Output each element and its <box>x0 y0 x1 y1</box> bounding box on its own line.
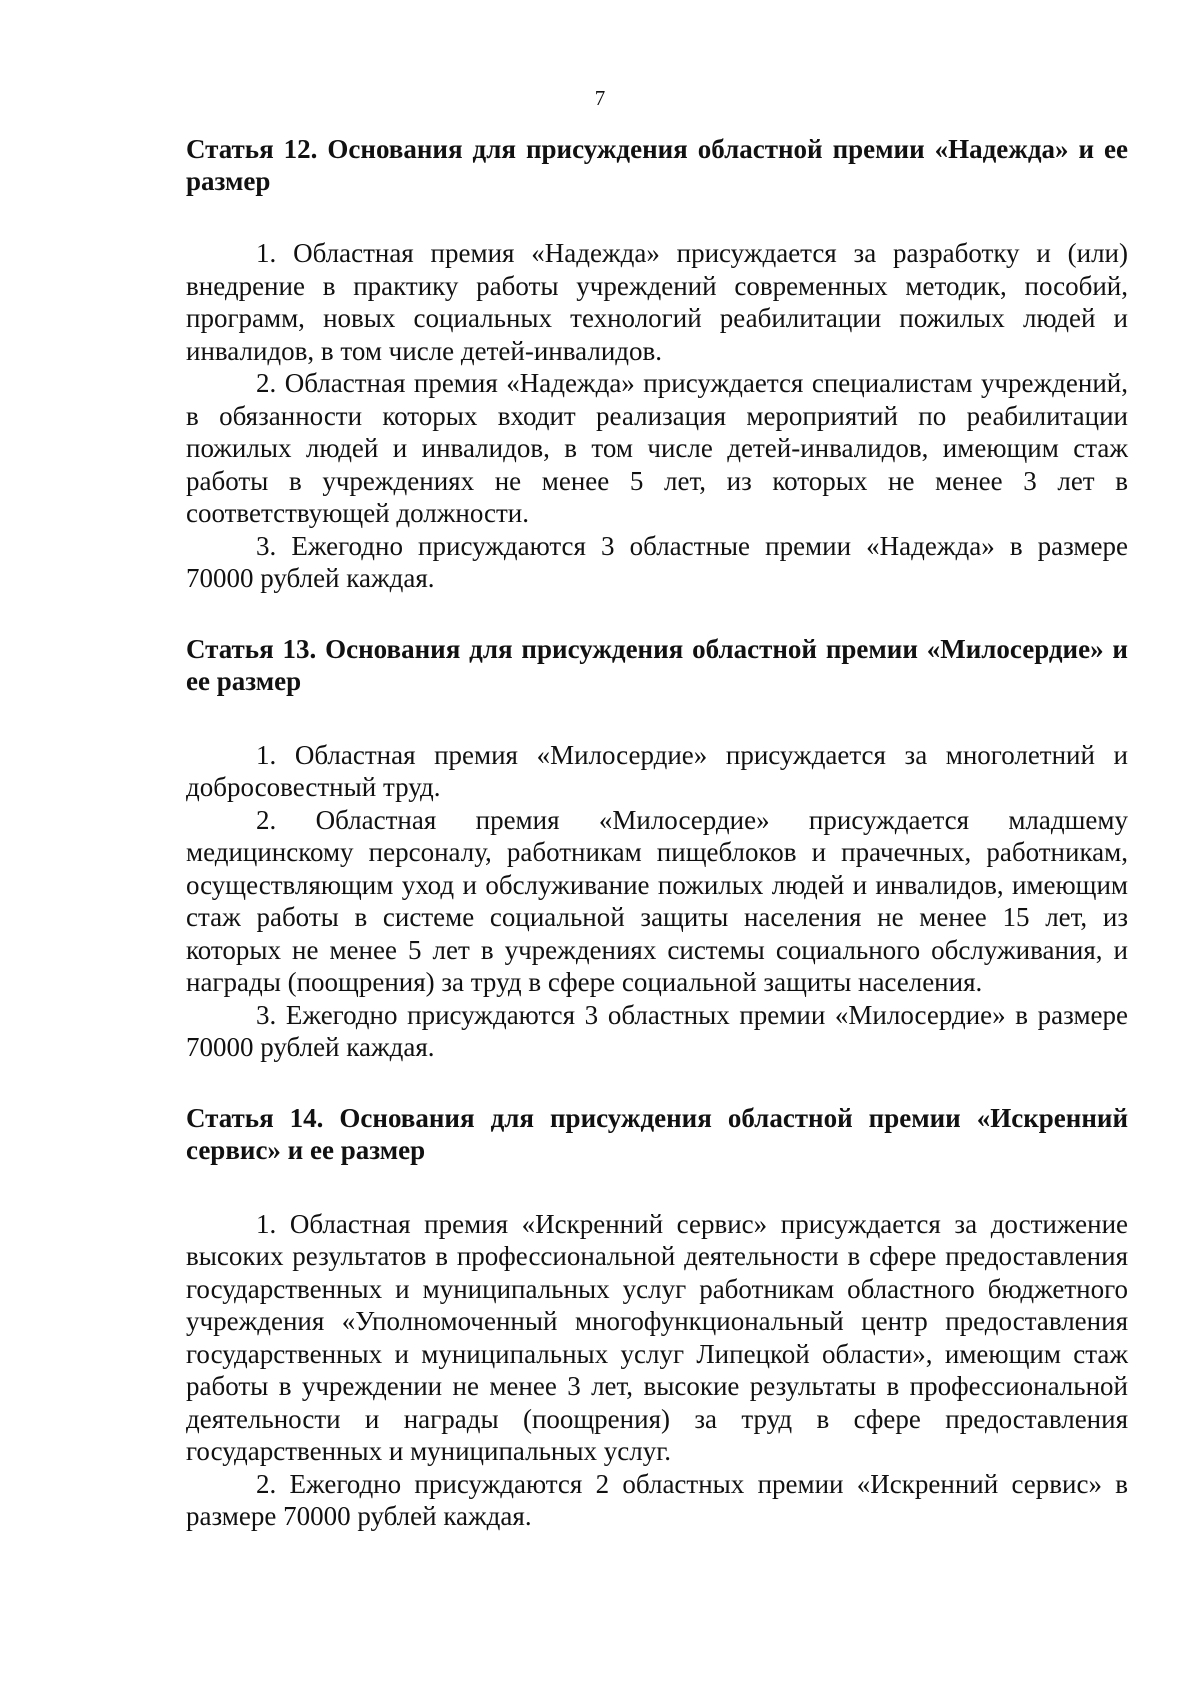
article-14-title: Статья 14. Основания для присуждения областной премии «Искренний сервис» и ее размер <box>186 1102 1128 1165</box>
article-12-paragraphs <box>186 237 1128 595</box>
article-12-title: Статья 12. Основания для присуждения областной премии «Надежда» и ее размер <box>186 134 1128 196</box>
article-12 <box>186 133 1128 595</box>
article-12-paragraph-1: 1. Областная премия «Надежда» присуждается за разработку и (или) внедрение в практику работы учреждений современных методик, пособий, программ, новых социальных технологий реабилитации пожилых людей и инвалидов, в том числе детей-инвалидов. <box>186 238 1128 366</box>
article-13-title: Статья 13. Основания для присуждения областной премии «Милосердие» и ее размер <box>186 633 1128 696</box>
article-12-paragraph-2: 2. Областная премия «Надежда» присуждается специалистам учреждений, в обязанности которых входит реализация мероприятий по реабилитации пожилых людей и инвалидов, в том числе детей-инвалидов, имеющим стаж работы в учреждениях не менее 5 лет, из которых не менее 3 лет в соответствующей должности. <box>186 368 1128 528</box>
page-number: 7 <box>594 86 606 110</box>
article-14-paragraphs <box>186 1208 1128 1533</box>
article-13-paragraph-2: 2. Областная премия «Милосердие» присуждается младшему медицинскому персоналу, работникам пищеблоков и прачечных, работникам, осуществляющим уход и обслуживание пожилых людей и инвалидов, имеющим стаж работы в системе социальной защиты населения не менее 15 лет, из которых не менее 5 лет в учреждениях системы социального обслуживания, и награды (поощрения) за труд в сфере социальной защиты населения. <box>186 804 1128 997</box>
article-13-paragraph-3: 3. Ежегодно присуждаются 3 областных премии «Милосердие» в размере 70000 рублей каждая. <box>186 999 1128 1062</box>
article-13-paragraph-1: 1. Областная премия «Милосердие» присуждается за многолетний и добросовестный труд. <box>186 739 1128 802</box>
article-13 <box>186 633 1128 1064</box>
article-12-paragraph-3: 3. Ежегодно присуждаются 3 областные премии «Надежда» в размере 70000 рублей каждая. <box>186 530 1128 593</box>
article-14 <box>186 1102 1128 1533</box>
article-14-paragraph-1: 1. Областная премия «Искренний сервис» присуждается за достижение высоких результатов в профессиональной деятельности в сфере предоставления государственных и муниципальных услуг работникам областного бюджетного учреждения «Уполномоченный многофункциональный центр предоставления государственных и муниципальных услуг Липецкой области», имеющим стаж работы в учреждении не менее 3 лет, высокие результаты в профессиональной деятельности и награды (поощрения) за труд в сфере предоставления государственных и муниципальных услуг. <box>186 1208 1128 1466</box>
article-14-paragraph-2: 2. Ежегодно присуждаются 2 областных премии «Искренний сервис» в размере 70000 рублей каждая. <box>186 1468 1128 1531</box>
document-body <box>186 133 1128 1533</box>
article-13-paragraphs <box>186 739 1128 1064</box>
